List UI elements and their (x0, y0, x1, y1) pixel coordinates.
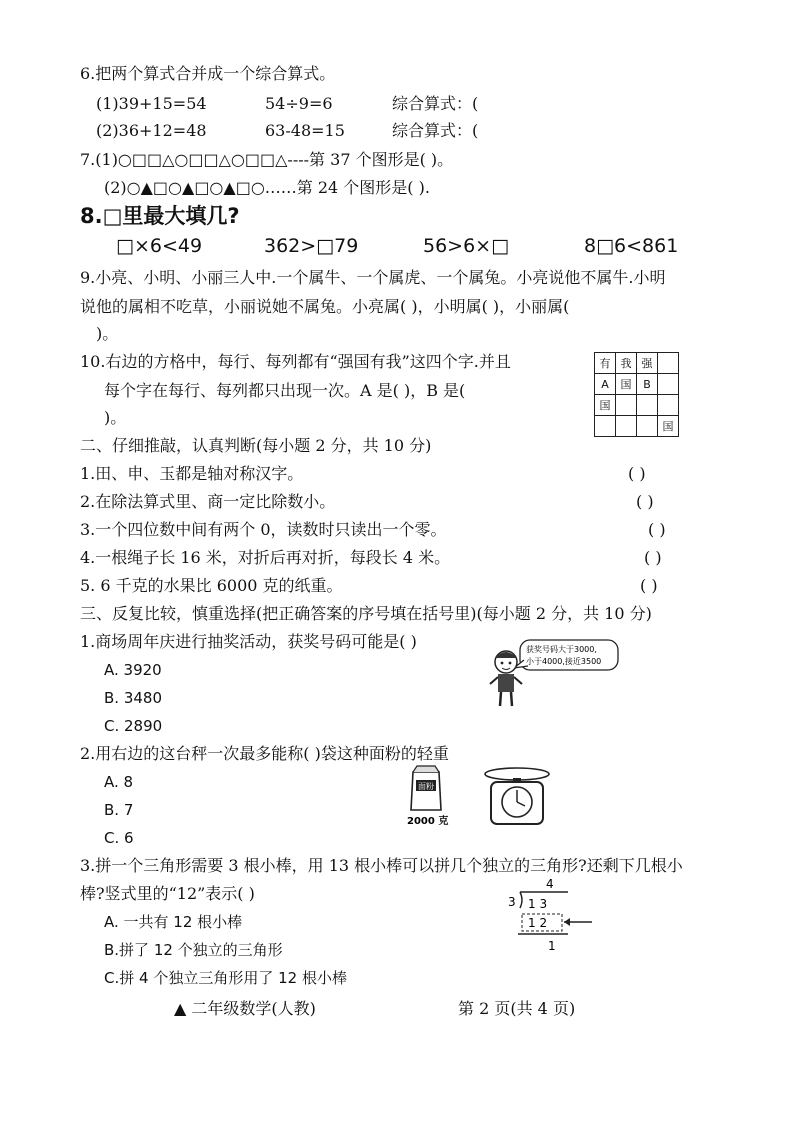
q6-title: 6.把两个算式合并成一个综合算式。 (80, 64, 336, 83)
judge-answer-4[interactable]: ( ) (644, 548, 662, 567)
judge-answer-2[interactable]: ( ) (636, 492, 654, 511)
grid-cell: 我 (616, 353, 637, 374)
choice-q3-line1: 3.拼一个三角形需要 3 根小棒，用 13 根小棒可以拼几个独立的三角形?还剩下几根小 (80, 856, 683, 875)
q9-line1: 9.小亮、小明、小丽三人中.一个属牛、一个属虎、一个属兔。小亮说他不属牛.小明 (80, 268, 666, 287)
choice-q1-text: 1.商场周年庆进行抽奖活动，获奖号码可能是( ) (80, 632, 417, 651)
judge-item-2: 2.在除法算式里、商一定比除数小。 (80, 492, 336, 511)
grid-cell: A (595, 374, 616, 395)
footer-subject: ▲ 二年级数学(人教) (174, 999, 316, 1018)
character-grid (594, 352, 679, 437)
judge-answer-5[interactable]: ( ) (640, 576, 658, 595)
q8-item-4: 8□6<861 (584, 235, 679, 257)
kid-icon (490, 651, 522, 706)
q6-row1-eq1: (1)39+15=54 (96, 94, 207, 113)
q10-line1: 10.右边的方格中，每行、每列都有“强国有我”这四个字.并且 (80, 352, 511, 371)
q10-line2: 每个字在每行、每列都只出现一次。A 是( )，B 是( (104, 381, 466, 400)
section2-title: 二、仔细推敲，认真判断(每小题 2 分，共 10 分) (80, 436, 432, 455)
choice-q2-option-a[interactable]: A. 8 (104, 773, 134, 791)
scale-icon (485, 768, 549, 824)
choice-q2-option-c[interactable]: C. 6 (104, 829, 134, 847)
division-divisor: 3 (508, 895, 516, 909)
choice-q3-option-a[interactable]: A. 一共有 12 根小棒 (104, 913, 243, 931)
judge-answer-1[interactable]: ( ) (628, 464, 646, 483)
division-dividend: 1 3 (528, 897, 548, 911)
grid-cell (658, 395, 679, 416)
q10-line3: )。 (104, 408, 127, 427)
choice-q2-option-b[interactable]: B. 7 (104, 801, 134, 819)
grid-cell (616, 395, 637, 416)
choice-q3-option-c[interactable]: C.拼 4 个独立三角形用了 12 根小棒 (104, 969, 347, 987)
choice-q1-option-c[interactable]: C. 2890 (104, 717, 163, 735)
bubble-text-2: 小于4000,接近3500 (526, 657, 602, 666)
q7-line1: 7.(1)○□□△○□□△○□□△----第 37 个图形是( )。 (80, 150, 454, 169)
grid-cell (616, 416, 637, 437)
q6-row2-eq2: 63-48=15 (265, 121, 345, 140)
grid-cell: 有 (595, 353, 616, 374)
grid-cell: 强 (637, 353, 658, 374)
section3-title: 三、反复比较，慎重选择(把正确答案的序号填在括号里)(每小题 2 分，共 10 分) (80, 604, 652, 623)
judge-item-3: 3.一个四位数中间有两个 0，读数时只读出一个零。 (80, 520, 447, 539)
q7-line2: (2)○▲□○▲□○▲□○……第 24 个图形是( ). (104, 178, 430, 197)
judge-item-4: 4.一根绳子长 16 米，对折后再对折，每段长 4 米。 (80, 548, 451, 567)
q8-item-1: □×6<49 (116, 235, 203, 257)
grid-cell: 国 (616, 374, 637, 395)
grid-cell (595, 416, 616, 437)
choice-q2-text: 2.用右边的这台秤一次最多能称( )袋这种面粉的轻重 (80, 744, 449, 763)
judge-item-1: 1.田、申、玉都是轴对称汉字。 (80, 464, 304, 483)
division-remainder: 1 (548, 939, 556, 953)
judge-item-5: 5. 6 千克的水果比 6000 克的纸重。 (80, 576, 343, 595)
grid-cell (658, 374, 679, 395)
bag-label: 面粉 (418, 782, 434, 791)
choice-q3-line2: 棒?竖式里的“12”表示( ) (80, 884, 255, 903)
footer-page-number: 第 2 页(共 4 页) (458, 999, 576, 1018)
grid-cell (658, 353, 679, 374)
grid-cell (637, 395, 658, 416)
q8-item-3: 56>6×□ (423, 235, 510, 257)
long-division-diagram (506, 876, 616, 956)
q6-row1-eq2: 54÷9=6 (265, 94, 333, 113)
bubble-text-1: 获奖号码大于3000, (526, 645, 597, 654)
grid-cell (637, 416, 658, 437)
q6-row2-eq1: (2)36+12=48 (96, 121, 207, 140)
grid-cell: 国 (595, 395, 616, 416)
choice-q1-option-a[interactable]: A. 3920 (104, 661, 162, 679)
q8-item-2: 362>□79 (264, 235, 359, 257)
weight-label: 2000 克 (407, 816, 449, 827)
q6-row1-answer[interactable]: 综合算式：( (392, 94, 479, 113)
flour-and-scale-illustration (405, 764, 565, 830)
q6-row2-answer[interactable]: 综合算式：( (392, 121, 479, 140)
q9-line2: 说他的属相不吃草，小丽说她不属兔。小亮属( )，小明属( )，小丽属( (80, 297, 570, 316)
flour-bag-icon (411, 766, 441, 810)
division-quotient: 4 (546, 877, 554, 891)
grid-cell: 国 (658, 416, 679, 437)
division-product: 1 2 (528, 916, 548, 930)
choice-q3-option-b[interactable]: B.拼了 12 个独立的三角形 (104, 941, 283, 959)
kid-speech-illustration (484, 634, 624, 712)
grid-cell: B (637, 374, 658, 395)
q9-line3: )。 (96, 324, 119, 343)
choice-q1-option-b[interactable]: B. 3480 (104, 689, 163, 707)
q8-title: 8.□里最大填几? (80, 204, 240, 228)
judge-answer-3[interactable]: ( ) (648, 520, 666, 539)
